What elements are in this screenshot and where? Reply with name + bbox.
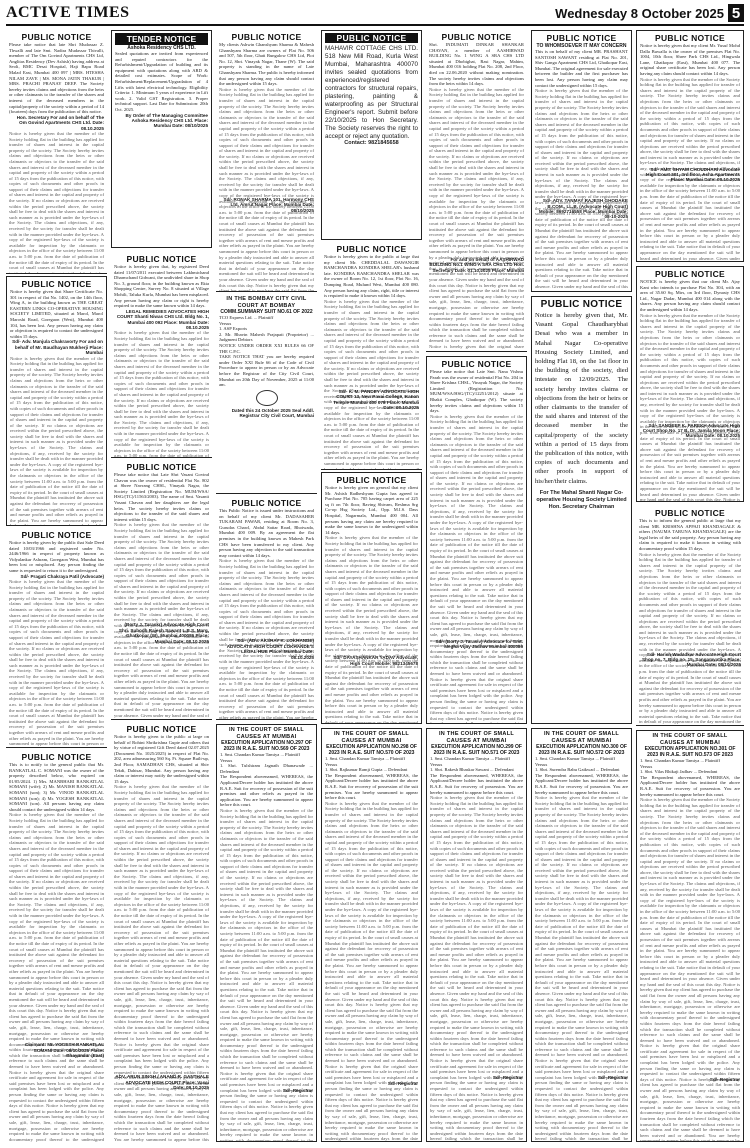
court-notice [216,724,317,1142]
notice-text-continued [640,77,740,167]
court-seal [256,390,278,406]
public-notice [636,506,744,726]
public-notice [531,30,632,292]
public-notice [6,750,107,1142]
notice-subheading: EXECUTION APPLICATION NO.301 OF 2023 IN R.A.E. SUIT NO.573 OF 2023 [644,746,736,758]
court-notice [531,728,632,1142]
column-2 [111,30,212,1142]
court-notice [426,728,527,1142]
notice-body: This Public Notice is issued under instructions and on behalf of my client Mr. DADASAHEB TUKARAM PAWAR, residing at Room No. 3, Gurudas Chawl, Abdul Sattar Road, Bhoiwada, Mumbai 400 009. By an agreement the flat premises in the building known as Mahesh Park CHS have been transferred to my client. Any person having any objection to the said transaction may contact within 14 days. [219,508,316,558]
notice-text-continued [430,414,523,639]
notice-heading: PUBLIC NOTICE [21,279,92,289]
notice-body: MAHAVIR COTTAGE CHS LTD. 518 New Mill Road, Kurla West Mumbai, Maharashtra 400070 invites sealed quotations from experienced/registered contractors for structural repairs, plastering, painting & waterproofing as per Structural Engineer's report. Submit before 22/10/2025 to Hon Secretary. The Society reserves the right to accept or reject any quotation. [325,45,420,140]
public-notice [111,252,212,458]
notice-heading: PUBLIC NOTICE [231,32,302,42]
classifieds-page [6,30,744,1142]
notice-subheading: COMM.SUMMARY SUIT NO.61 OF 2022 [220,309,313,315]
notice-text-continued [9,579,104,748]
notice-signature: Hon. Secretary For and on behalf of The Om Govind Apartments CHS Ltd. Date: 08.10.2025 [16,114,104,131]
notice-signature: Sd/- Registrar [597,1075,628,1081]
notice-signature: Sd/- Registrar [282,1087,313,1093]
notice-signature: Sd/- SANDEEP K. PAREKH Advocate High Court Shop No. 17 B, Dr. Jamila Moon Place: Mumbai Date: 08.10.2025 [642,422,740,439]
public-notice [6,528,107,748]
public-notice [321,242,422,470]
notice-signature: Sd/- Registrar [387,1080,418,1086]
notice-signature: Dated this 24 October 2025 Seal Addl. Registrar City Civil Court, Mumbai [231,407,314,419]
public-notice [216,496,317,720]
notice-body: 1. Smt. Chandan Kumar Tamiya ... Plaintiff Versus 1. Shri. Vilas Bhikaji Jadhav ... Defendant The Respondent abovenamed, WHEREAS, the Applicant/Decree holder has instituted the above R.A.E. Suit for recovery of possession. You are hereby summoned to appear before this court. [640,758,740,797]
notice-text-continued [429,87,524,257]
notice-heading: PUBLIC NOTICE [654,508,725,518]
notice-signature: For and on behalf of AASHIRWAD BUILDING No.1 WING A SRA CHS LTD Hon. Secretary Date: 01.10.2025 Place: Mumbai [429,256,524,273]
notice-subheading: EXECUTION APPLICATION NO.299 OF 2023 IN R.A.E. SUIT NO.571 OF 2023 [431,744,522,756]
notice-signature: Sd/- DAYASHANKAR YADAV Advocate, High Court Mobile: 9821345678 [333,655,418,666]
notice-signature: (Borty J. Taraskr) Advocate High Court Shri. Subodh Rajesh Sawant L.B.S. Marg, Ghatkopar (W), Mumbai 400086 Place: Mumbai Date: 08.10.2025 [118,622,209,644]
notice-subheading: EXECUTION APPLICATION NO.298 OF 2023 IN R.A.E. SUIT NO.570 OF 2023 [326,744,417,756]
notice-body: 1. Smt. Chandan Kumar Tamiya ... Plaintiff Versus 1. Shri. Tulshiram Jagnath Dhanawade ... Defendant The Respondent abovenamed, WHEREAS, the Applicant/Decree holder has instituted the above R.A.E. Suit for recovery of possession of the suit premises and other reliefs as prayed in the application. You are hereby summoned to appear before this court. [220,752,313,808]
column-4 [321,30,422,1142]
notice-signature: Sd/- (ADV. AKSHAY K. LOKHANDE) ADVOCATE HIGH COURT LOKHANDE'S LEGAL HUB Place: Mumbai Date: 08.10.2025 [226,638,314,660]
public-notice [111,460,212,720]
notice-text-continued [325,535,418,655]
notice-heading: PUBLIC NOTICE [126,254,197,264]
public-notice [321,30,422,240]
notice-heading: PUBLIC NOTICE [325,33,418,43]
notice-heading: PUBLIC NOTICE [21,752,92,762]
court-notice [636,730,744,1142]
notice-heading: IN THE COURT OF SMALL CAUSES AT MUMBAI [438,731,515,744]
column-5 [426,30,527,1142]
notice-text-continued [535,795,628,1075]
notice-text-continued [219,87,314,197]
notice-text-continued [430,795,523,1075]
notice-signature: By Order of The Managing Committee Ashoka Residency CHS Ltd. Place: Mumbai Date: 08/10/2025 [125,112,208,129]
notice-body: Notice is hereby given that my client Mr. Yusuf Mohd Dalla Buwalla is the owner of the premises Flat No. 1004, 10th floor, Shree Park CHS Ltd., Hingwala Lane, Ghatkopar (East), Mumbai 400 077. The original share certificate has been lost. Any person having any claim should contact within 14 days. [640,43,742,76]
page-number: 5 [728,4,744,22]
notice-signature: Sd/- AMIT SHYAM CHOUDHARI Advocate High Court 301, 3rd floor, Asha Apartments Place: Mumbai Date: 08.10.2025 [646,166,740,183]
notice-signature: Sd/- Adv. Manjula Chakravorty For and on behalf of Mr. Baudhayan Mukherji Place: Mumbai [12,339,103,356]
notice-heading: PUBLIC NOTICE [336,244,407,254]
notice-signature: Sd/- Registrar [492,1075,523,1081]
notice-text-continued [114,522,209,622]
public-notice [426,356,527,724]
masthead-right [555,4,744,22]
issue-date: Wednesday 8 October 2025 [555,5,724,21]
notice-subheading: EXECUTION APPLICATION NO.300 OF 2023 IN R.A.E. SUIT NO.572 OF 2023 [536,744,627,756]
notice-signature: Sd/- (Borty J. Tarasiv) Advocate for Smt. Megha Vijay Jadhav Mumbai 400086 [435,638,523,650]
notice-body: My clients Ashwin Ghanshyam Sharma & Mahesh Ghanshyam Sharma are owners of Flat No. 506 and 507, 5th floor, Ghati Bungalow CHS Ltd, Plot No. 12, Shri. Vinayak Nagar, Thane (W). The said property is standing in the name of Late Ghanshyam Sharma. The public is hereby informed that any person having any claim should contact the undersigned within 15 days. [219,42,316,87]
column-7 [636,30,744,1142]
public-notice [636,30,744,262]
notice-body: Please take notice that late Shri Mudassar Z. Thwalli and late Smt. Nadira Mudassar Thivalli, member of The Om Govind Apartments CHS Ltd, Anglitas Residency (Dev Ashish) having address at Seoli, BMC Desai Hospital, Haji Bapu Road Malad East, Mumbai 400 097 | MRS. HTESHA NILAM ZAVE | MS. MONA JATIN THAKUR | MRS. PRACHI PRANAY DEEP. The Society hereby invites claims and objections from the heirs or other claimants to the transfer of the shares and interest of the deceased members in the capital/property of the society within a period of 14 (fourteen) days from the publication of this notice. [9,42,106,115]
notice-body: Notice is hereby given that, Mr. Vasant Gopal Chaudharybhai Desai who was a member in Mahal Nagar Co-operative Housing Society Limited, and holding Flat 18, on the 1st floor in the building of the society, died intestate on 12/09/2025. The society hereby invites claims or objections from the heir or heirs or other claimants to the transfer of the said shares and interest of the deceased member in the capital/property of the society within a period of 15 days from the publication of this notice, with copies of such documents and other proofs in support of his/her/their claims. [535,312,630,485]
notice-body: Please take notice that Late Smt. Nana Vishnu Parab was the owner of residential Flat No. 204 in Shree Krishna CHSL, Vinayak Nagar, the Society Limited (Registration No. MUM/WSA/HSG/(TC)/12251/2012) situate at Bhakti Complex, Ghatkopar (W). The society hereby invites claims and objections within 15 days. [430,369,525,414]
notice-text-continued [114,330,209,458]
notice-subheading: TO WHOMSOEVER IT MAY CONCERN [536,43,627,49]
notice-body: Shri. INDUMATI DINKAR SHANKAR CHAVAN, a member of AASHIRWAD BUILDING No. 1 WING A SRA CHS LTD situated at Dhobighat, Rasi Nagar, Mahim, Mumbai 400 016 holding Flat No. 208, 2nd Floor, died on 22.06.2020 without making nomination. The society hereby invites claims and objections from the heirs within 14 days. [429,42,526,87]
public-notice [111,722,212,1142]
public-notice [426,30,527,352]
notice-signature: Sd/- RONAK SHARMA 101, Harmony CHS Ltd, Amrut Nagar Place: Mumbai Date: 08/10/2025 [223,196,314,213]
notice-heading: PUBLIC NOTICE [441,32,512,42]
notice-signature: Sd/- Registrar [709,1077,740,1083]
notice-body: Notice is hereby given that Share Certificate No. 301 in respect of flat No. 1402, on the 14th floor, Wing A, in the building known as THE GREAT EASTERN LINKS CO-OPERATIVE HOUSING SOCIETY LIMITED, situated at Marol, Marol Maroshi Road, Goregaon (West), Mumbai 400 104, has been lost. Any person having any claim or objection is required to contact the undersigned within 15 days. [10,289,105,339]
notice-heading: PUBLIC NOTICE [231,498,302,508]
notice-text-continued [640,313,740,423]
notice-body: This is on behalf of my client MR. PRASHANT SANTOSH SAWANT residing at Flat No. 201, Shiv Ganga Apartment CHS Ltd, Ghatkopar East, Mumbai. The original agreement for sale executed between the builder and the first purchaser has been lost. Any person having any claim may contact the undersigned within 15 days. [535,49,630,88]
notice-body: Notice is hereby given on general that my client Mr. Ashish Radheshyam Gupta has agreed to Purchase Flat No. 705 having carpet area of 225 sq ft on 7th floor, Raving Shivam, Reshma Srg Co-op Hsg Society Ltd., Opp. M.I.S. Dass Hospital, Nagarmala, Mumbai 400 004. All persons having any claim are hereby required to make the same known to the undersigned within 14 days. [325,485,420,535]
notice-text-continued [10,356,103,526]
notice-heading: PUBLIC NOTICE [540,299,623,310]
notice-signature: Sd/- K. M. PANDEY ADVOCATE HIGH COURT 13, New Pavai College, Kanon Temple Mumbai 400 078 Place: Mumbai Date: 08.10.2025 [333,388,419,410]
notice-heading: PUBLIC NOTICE [336,475,407,485]
notice-heading: PUBLIC NOTICE [21,530,92,540]
court-notice [321,728,422,1142]
notice-text-continued [639,552,741,652]
notice-heading: IN THE COURT OF SMALL CAUSES AT MUMBAI [228,727,305,740]
notice-heading: IN THE COURT OF SMALL CAUSES AT MUMBAI [333,731,410,744]
notice-heading: IN THE COURT OF SMALL CAUSES AT MUMBAI [652,733,728,746]
notice-body: Please take notice that Late Shri Vasant Govind Chavan was the owner of residential Flat No. 802 at Shree Navrang CHSL, Vinayak Nagar, the Society Limited (Registration No. MUM/WSA/ HSG/(TC)/11563/2003). The name of Smt. Vasanti Vasant Chavan and her daughters are the legal heirs. The society hereby invites claims or objections to the transfer of the said shares and interest within 15 days. [114,472,211,522]
notice-heading: PUBLIC NOTICE [126,724,197,734]
notice-contact: Contact: 9821845658 [344,140,399,146]
notice-text-continued [220,808,313,1088]
notice-subheading: Ashoka Residency CHS LTD. [127,45,196,51]
notice-text-continued [114,784,209,1074]
public-notice [531,296,632,724]
notice-signature: For The Mahal Shanti Nagar Co-operative Housing Society Limited Hon. Secretary Chairman [536,489,627,510]
notice-body: 1. Smt. Chandan Kumar Tamiya ... Plaintiff Versus 1. Shri. Rajkumar Ramji Gupta ... Defendant The Respondent abovenamed, WHEREAS, the Applicant/Decree holder has instituted the above R.A.E. Suit for recovery of possession of the suit premises. You are hereby summoned to appear before this court. [325,756,418,801]
public-notice [636,266,744,502]
notice-signature: Sd/- ADV. TANMAY RAJESH GHODAKE B.COM., LL.B. (Advocate High Court) Mobile: 8692716558 Place: Mumbai Date: 08-10-2025 [538,198,628,220]
notice-signature: Claimant: Mr. YOGESH BANKATLAL SOMANI Date: 08/10/2025 Place: Bhayandar (East) [25,1042,104,1059]
notice-signature: Sd/- Pragati Chakraya Patil (Advocate) [20,573,104,579]
public-notice [6,276,107,526]
newspaper-title: ACTIVE TIMES [6,4,130,21]
notice-signature: Sd/- Harish Wadadkar Advocate High Court Shop no. 7, Bldg no. 15, Sangamvatika Place: Mumbai Date: 08/10/2025 [641,651,741,668]
notice-body: NOTICE is hereby given that our client Mr. Ajay Kant who intends to purchase Flat No. 304, with an area of 35.60 Sq. Mtrs, on 3rd floor, Dynasty CHS Ltd., Nagar Dadar, Mumbai 400 014 along with the shares. Any person having any claim should contact the undersigned within 14 days. [640,279,742,312]
masthead-rule [6,24,744,26]
notice-heading: PUBLIC NOTICE [126,462,197,472]
column-1 [6,30,107,1142]
notice-text-continued [535,88,628,198]
notice-signature: ADV. ARUN SINGH / ANAND R. GANTHALE ADVOCATE HIGH COURT Place: Vasai Date: 08.10.2025 [115,1074,209,1091]
public-notice [216,30,317,292]
notice-signature: LEGAL REMEDIES ADVOCATES HIGH COURT Shanti Niwas CHS Ltd. Bldg No. 1, Mumbai 400 092 Place: Mumbai Date: 08.10.2025 [116,308,209,330]
notice-heading: PUBLIC NOTICE [441,359,512,369]
notice-body: Sealed quotations are invited from experienced and reputed contractors for the Refurbishment/Upgradation of building and its equipment with quotations along with ARD & detailed cost estimates. Scope of Work: Refurbishment/Replacement/Upgradation of 4 Lifts with latest electrical technology. Eligibility Criteria: 1. Minimum 5 years of experience in Lift work. 2. Valid GST Registration. 3. Proper technical support. Last Date for Submission: 20th Oct. 2025. [115,51,210,112]
notice-heading: PUBLIC NOTICE [654,33,725,43]
public-notice [321,472,422,724]
notice-body: Notice is hereby given by the public that Sale Deed dated 10/03/1966 and registered under No. 2446/1966 in respect of property known as Vidyalankar Ashram, Goregaon West, Mumbai has been lost or misplaced. Any person finding the same is requested to return it to the undersigned. [9,540,106,573]
notice-heading: PUBLIC NOTICE [21,32,92,42]
tender-notice [111,30,212,248]
notice-body: Notice is hereby given that, by registered Deed dated 11/07/2011 executed between Lakhmichand Dharmchand Gidwani, the undivided share in Shop No. 3, ground floor, in the building known as Ekta Shopping Centre, Survey No. 8 situated at Village Mohili, Taluka Kurla, Mumbai has been misplaced. Any person having any claim or right is hereby required to make the same known within 14 days. [114,264,211,309]
notice-body: This is to inform the general public at large that my client MR. KRISHNA APPAJI KHANDAGALE & others (NAUMA TARUNA KHANDAGALE) are the legal heirs of the said property. Any person having any claim is required to make it known in writing with documentary proof within 15 days. [639,518,743,551]
notice-text-continued [219,558,314,638]
notice-text-continued [640,797,740,1077]
notice-text-continued [9,131,104,274]
notice-body: 1. Smt. Chandan Kumar Tamiya ... Plaintiff Versus 1. Shri. Surendra Babu Gaikwad ... Defendant The Respondent abovenamed, WHEREAS, the Applicant/Decree holder has instituted the above R.A.E. Suit for recovery of possession. You are hereby summoned to appear before this court. [535,756,628,795]
public-notice [6,30,107,274]
masthead [6,4,744,22]
notice-body: TCO Express Ltd. ... Plaintiff Versus 1. ASP Exports 2. Mr. Bhavin Mahesh Prajapati (Proprietor) ... Judgment Debtors NOTICE UNDER ORDER XXI RULES 66 OF THE C.P.C. TAKE NOTICE THAT you are hereby required under Order XXI Rule 66 of the Code of Civil Procedure to appear in person or by an Advocate before the Registrar of the City Civil Court, Mumbai on 20th Day of November, 2025 at 11:00 am. [219,315,314,388]
notice-body: This is to notify to the general public that Mr. BANKATLAL C. SOMANI was the owner of the property described below, who expired on 01/05/2024. 1) Mrs. MANBHARI BANKATLAL SOMANI (wife); 2) Mr. MANISH BANKATLAL SOMANI (son); 3) Mr. VINOD BANKATLAL SOMANI (son); 4) Mr. YOGESH BANKATLAL SOMANI (son). All persons having any claim should contact the undersigned within 14 days. [9,762,106,812]
notice-heading: PUBLIC NOTICE [654,269,725,279]
notice-heading: IN THE BOMBAY CITY CIVIL COURT AT BOMBAY [226,296,307,309]
column-3 [216,30,317,1142]
notice-body: Notice is hereby given to the public at large on behalf of Rohini Shrikrishna Gupte and others that by virtue of registered Gift Deed dated 02.07.2025 (Document No. 1025/2025) in respect of Flat No. 202, area admeasuring 560 Sq. Ft. Square Built-up, 2nd Floor, SAMADHAN CHS, situated at Shiv Tekdi, Dahisar, Mumbai. Any person having any claim or interest may notify the undersigned within 15 days. [114,734,211,784]
notice-subheading: EXECUTION APPLICATION NO.297 OF 2023 IN R.A.E. SUIT NO.569 OF 2023 [221,740,312,752]
notice-text-continued [9,812,104,1042]
column-6 [531,30,632,1142]
notice-body: 1. Smt. Chandan Kumar Tamiya ... Plaintiff Versus 1. Shri. Rakesh Bhaskar Sawant ... Defendant The Respondent abovenamed, WHEREAS, the Applicant/Decree holder has instituted the above R.A.E. Suit for recovery of possession. You are hereby summoned to appear before this court. [430,756,523,795]
notice-heading: IN THE COURT OF SMALL CAUSES AT MUMBAI [543,731,620,744]
notice-text-continued [325,801,418,1081]
notice-body: Notice is hereby given to the public at large that my client Mr. CHEDDALAL DAWANGIR RAMCHANDRA KONDIBA SHELAR's husband late. KONDIBA RAMCHANDRA SHELAR was the owner of Room No. 12, 1st floor, Plot No. 16, Dumping Road, Mulund West, Mumbai 400 080. Any person having any claim, right, title or interest is required to make it known within 14 days. [324,254,421,299]
notice-heading: PUBLIC NOTICE [546,33,617,43]
notice-text-continued [324,299,419,389]
notice-heading: TENDER NOTICE [115,33,208,45]
court-notice [216,294,317,494]
